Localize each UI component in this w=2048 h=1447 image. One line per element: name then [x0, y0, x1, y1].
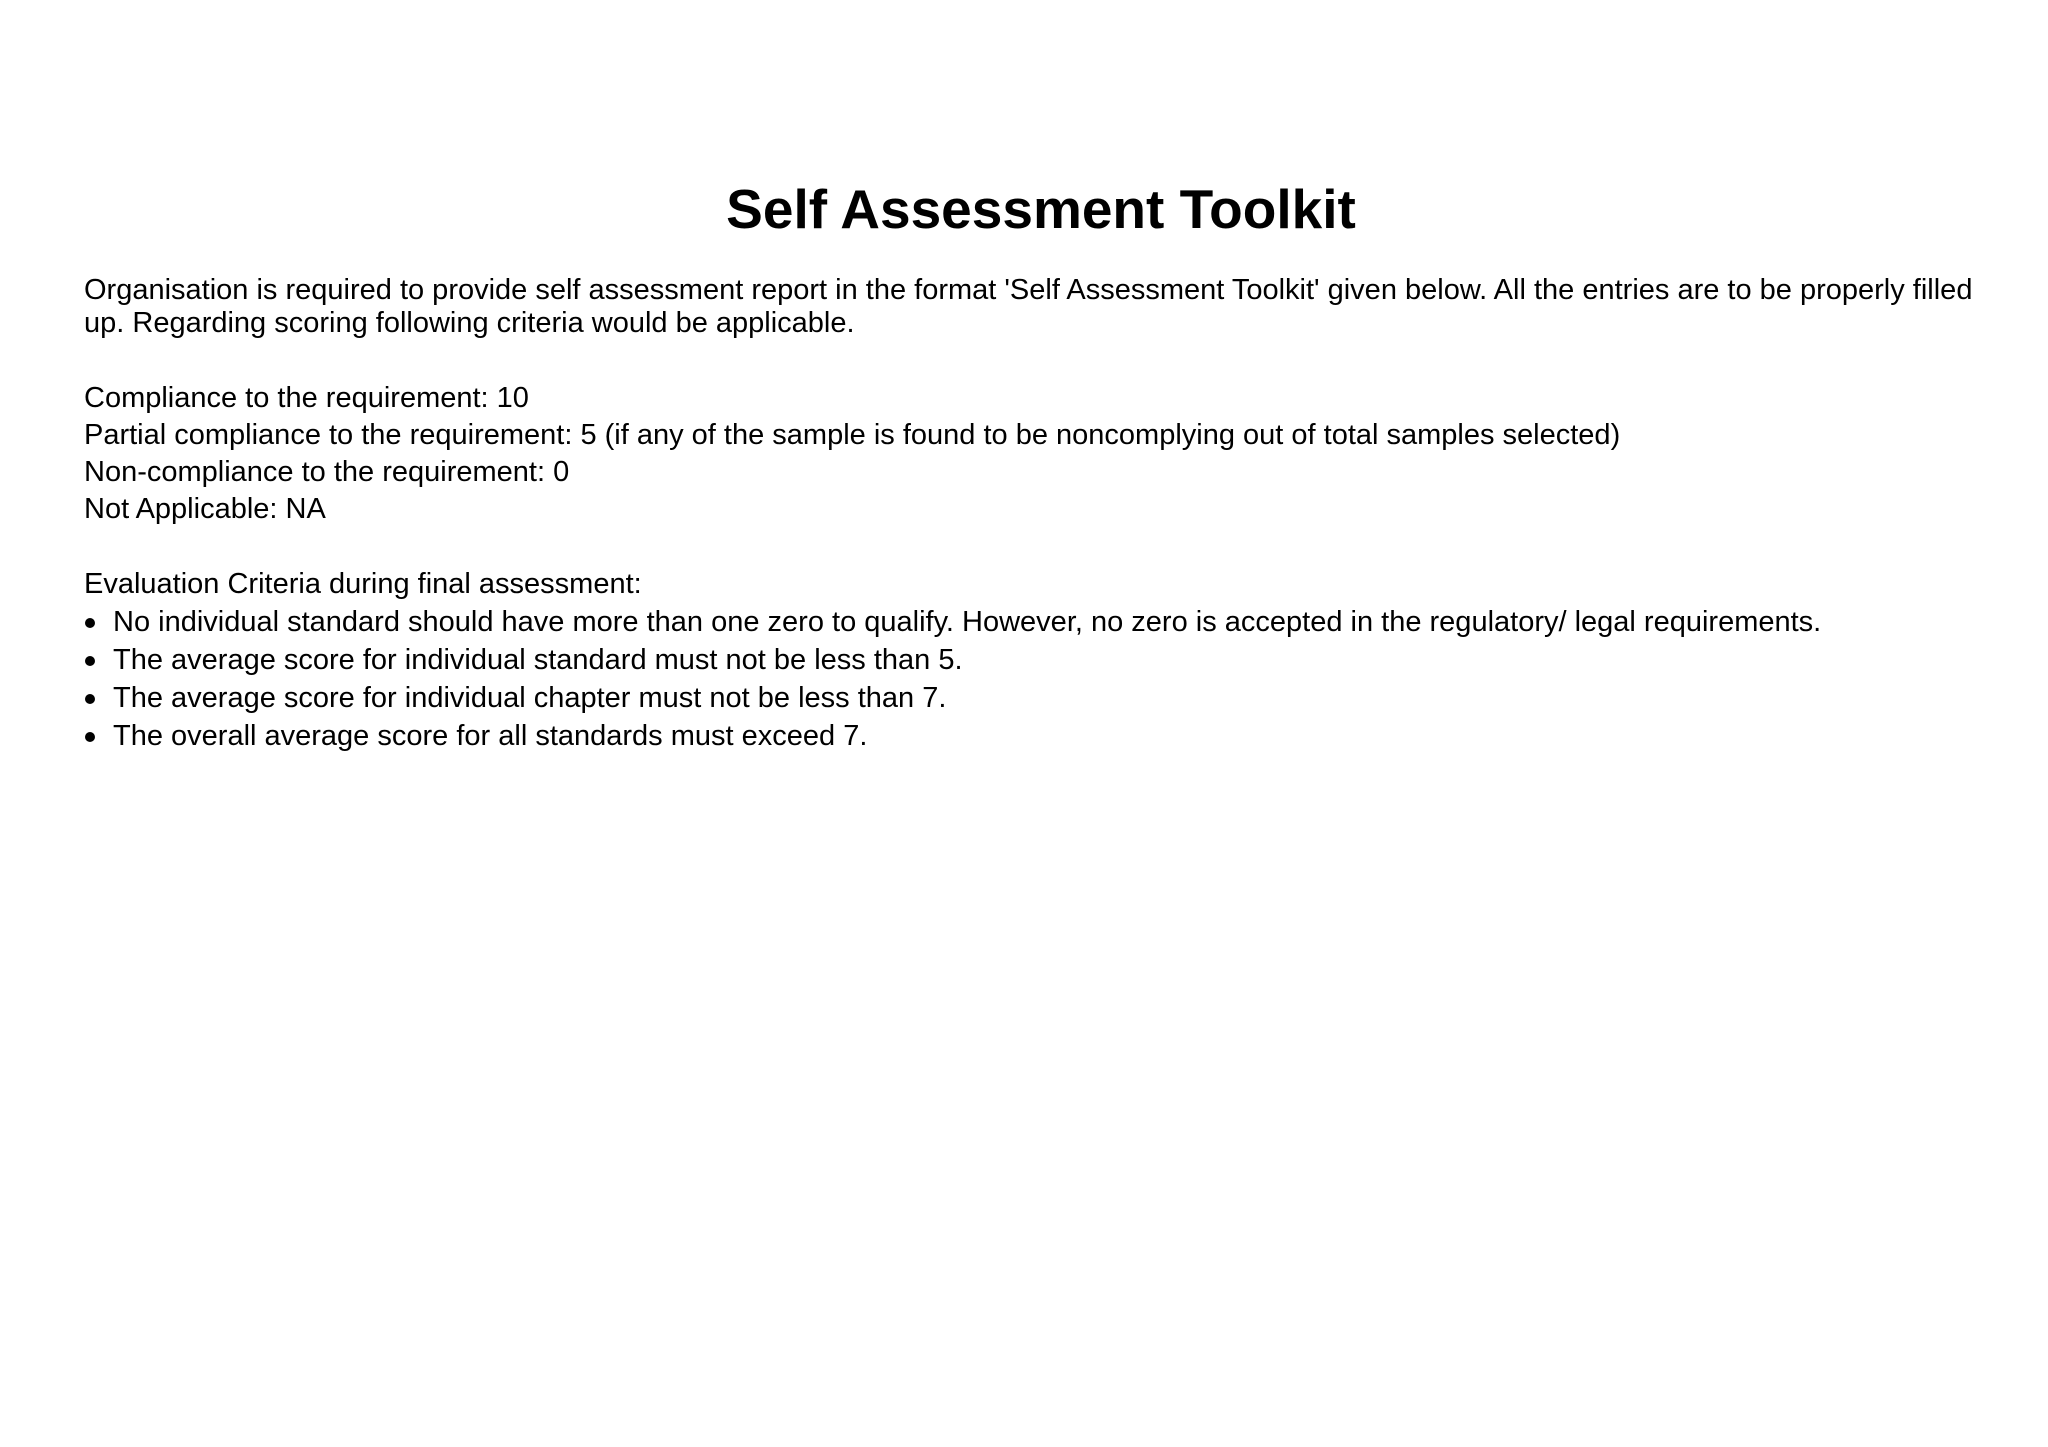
scoring-line-partial-compliance: Partial compliance to the requirement: 5 (if any of the sample is found to be noncomplying out of total samples selected) [84, 419, 1621, 451]
scoring-line-compliance: Compliance to the requirement: 10 [84, 382, 529, 414]
bullet-icon [85, 732, 95, 742]
evaluation-criteria-list [84, 603, 1984, 755]
scoring-line-not-applicable: Not Applicable: NA [84, 493, 326, 525]
criterion-text: The average score for individual standard must not be less than 5. [113, 644, 963, 676]
bullet-icon [85, 656, 95, 666]
criterion-text: No individual standard should have more than one zero to qualify. However, no zero is accepted in the regulatory/ legal requirements. [113, 606, 1822, 638]
page-title: Self Assessment Toolkit [726, 178, 1356, 240]
list-item [84, 679, 1984, 717]
list-item [84, 641, 1984, 679]
bullet-icon [85, 694, 95, 704]
intro-paragraph: Organisation is required to provide self assessment report in the format 'Self Assessment Toolkit' given below. All the entries are to be properly filled up. Regarding scoring following criteria would be applicable. [84, 274, 1973, 339]
bullet-icon [85, 618, 95, 628]
criterion-text: The overall average score for all standards must exceed 7. [113, 720, 868, 752]
scoring-line-non-compliance: Non-compliance to the requirement: 0 [84, 456, 570, 488]
list-item [84, 717, 1984, 755]
scoring-criteria [84, 380, 1984, 528]
criterion-text: The average score for individual chapter must not be less than 7. [113, 682, 947, 714]
list-item [84, 603, 1984, 641]
evaluation-heading: Evaluation Criteria during final assessment: [84, 568, 642, 600]
document-body [84, 274, 1984, 755]
